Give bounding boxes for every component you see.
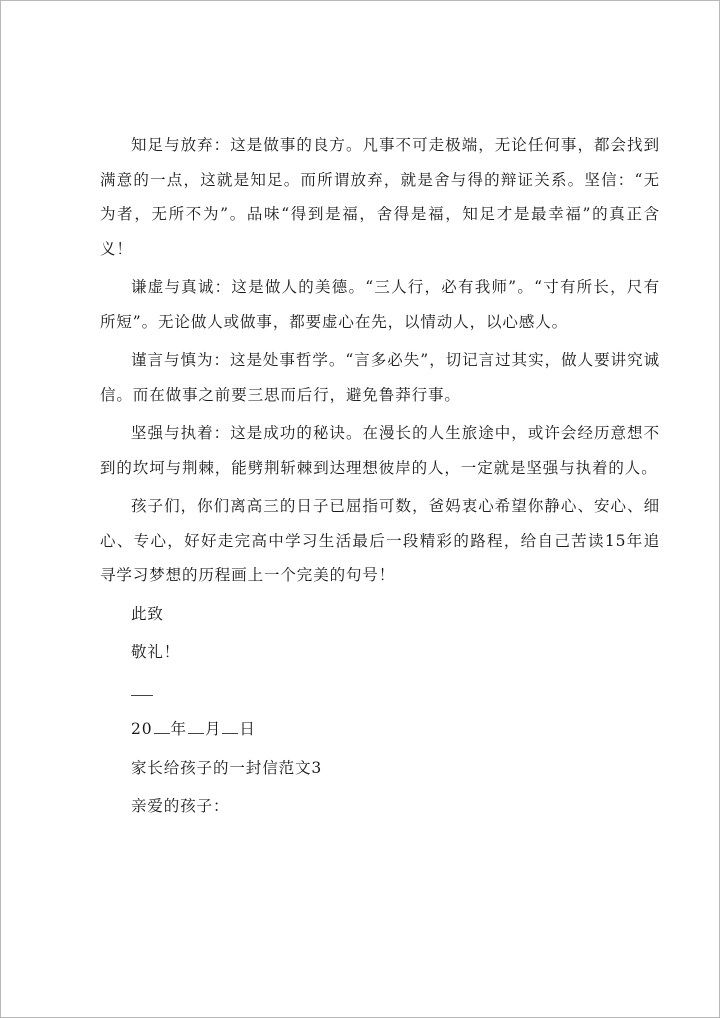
letter-greeting: 亲爱的孩子： — [131, 797, 230, 815]
date-day-char: 日 — [239, 720, 256, 738]
section-title: 家长给孩子的一封信范文3 — [131, 758, 323, 777]
paragraph-perseverance: 坚强与执着：这是成功的秘诀。在漫长的人生旅途中，或许会经历意想不到的坎坷与荆棘，能劈荆斩棘到达理想彼岸的人，一定就是坚强与执着的人。 — [100, 424, 660, 477]
signature-line — [131, 677, 153, 696]
closing-regards: 敬礼！ — [131, 643, 181, 661]
day-blank — [222, 717, 238, 734]
closing-salutation: 此致 — [131, 604, 164, 623]
paragraph-prudence: 谨言与慎为：这是处事哲学。“言多必失”，切记言过其实，做人要讲究诚信。而在做事之前要三思而后行，避免鲁莽行事。 — [100, 351, 660, 404]
paragraph-modesty: 谦虚与真诚：这是做人的美德。“三人行，必有我师”。“寸有所长，尺有所短”。无论做人或做事，都要虚心在先，以情动人，以心感人。 — [100, 278, 660, 331]
letter-body — [100, 128, 660, 828]
month-blank — [188, 717, 204, 734]
year-blank — [154, 717, 170, 734]
date-line — [131, 712, 660, 747]
date-month-char: 月 — [204, 720, 222, 738]
date-year-char: 年 — [170, 720, 187, 738]
date-year-prefix: 20 — [131, 720, 153, 738]
paragraph-encouragement: 孩子们，你们离高三的日子已屈指可数，爸妈衷心希望你静心、安心、细心、专心，好好走完高中学习生活最后一段精彩的路程，给自己苦读15年追寻学习梦想的历程画上一个完美的句号！ — [100, 497, 660, 584]
paragraph-contentment: 知足与放弃：这是做事的良方。凡事不可走极端，无论任何事，都会找到满意的一点，这就是知足。而所谓放弃，就是舍与得的辩证关系。坚信：“无为者，无所不为”。品味“得到是福，舍得是福，知足才是最幸福”的真正含义！ — [100, 136, 660, 258]
signature-blank — [131, 674, 660, 709]
